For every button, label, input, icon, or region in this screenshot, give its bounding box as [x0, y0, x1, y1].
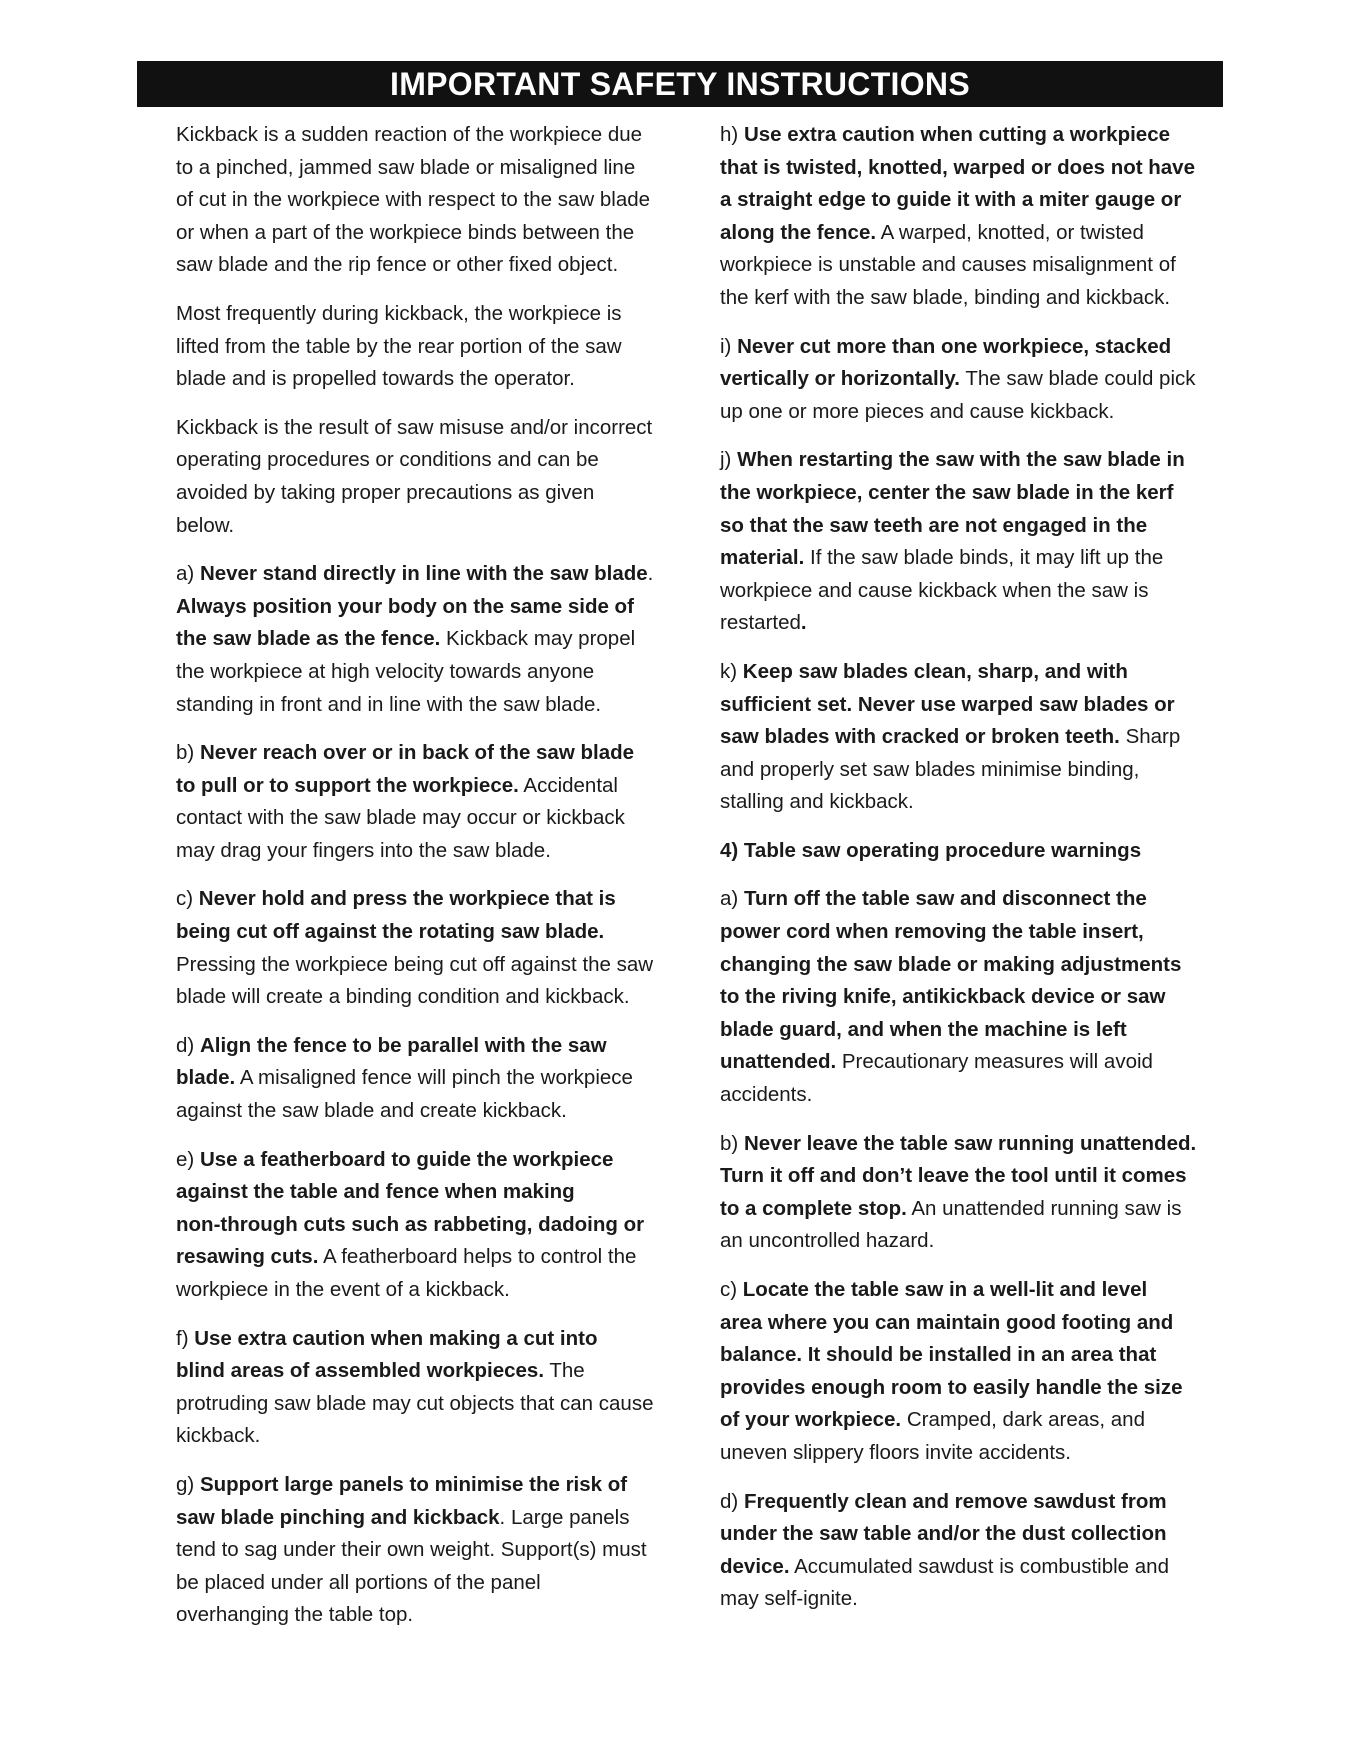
text-run: k) [720, 659, 743, 683]
text-line [176, 217, 676, 250]
text-line [720, 1225, 1220, 1258]
text-line [720, 1014, 1220, 1047]
text-line [176, 331, 676, 364]
text-line [720, 1437, 1220, 1470]
bold-text-run: power cord when removing the table insert, [720, 920, 1144, 944]
text-line [176, 298, 676, 331]
text-line [176, 1176, 676, 1209]
text-line [720, 1193, 1220, 1226]
bold-text-run: against the table and fence when making [176, 1180, 575, 1204]
bold-text-run: Never cut more than one workpiece, stacked [737, 334, 1172, 358]
text-line [720, 217, 1220, 250]
bold-text-run: of your workpiece. [720, 1408, 902, 1432]
text-run: lifted from the table by the rear portion of the saw [176, 334, 622, 358]
text-run: A warped, knotted, or twisted [876, 220, 1144, 244]
text-line [720, 282, 1220, 315]
text-run: blade will create a binding condition and kickback. [176, 985, 630, 1009]
bold-text-run: so that the saw teeth are not engaged in the [720, 513, 1148, 537]
text-run: . [647, 562, 654, 586]
text-run: j) [720, 448, 738, 472]
text-line [720, 542, 1220, 575]
text-run: protruding saw blade may cut objects that can cause [176, 1391, 654, 1415]
text-run: A misaligned fence will pinch the workpiece [235, 1066, 633, 1090]
text-run: . Large panels [499, 1505, 630, 1529]
bold-text-run: balance. It should be installed in an area that [720, 1343, 1157, 1367]
bold-text-run: changing the saw blade or making adjustments [720, 952, 1182, 976]
text-line [720, 689, 1220, 722]
text-run: of cut in the workpiece with respect to the saw blade [176, 188, 651, 212]
text-line [720, 1486, 1220, 1519]
text-run: and properly set saw blades minimise binding, [720, 757, 1140, 781]
text-run: Cramped, dark areas, and [901, 1408, 1145, 1432]
text-line [720, 835, 1220, 868]
text-run: h) [720, 123, 744, 146]
bold-text-run: Turn it off and don’t leave the tool until it comes [720, 1164, 1187, 1188]
text-line [176, 1420, 676, 1453]
text-line [176, 363, 676, 396]
text-line [720, 444, 1220, 477]
text-line [720, 981, 1220, 1014]
text-line [720, 1046, 1220, 1079]
text-line [176, 689, 676, 722]
bold-text-run: blade. [176, 1066, 236, 1090]
bold-text-run: unattended. [720, 1050, 837, 1074]
text-line [720, 949, 1220, 982]
title-banner [137, 61, 1223, 107]
text-line [720, 477, 1220, 510]
text-run: If the saw blade binds, it may lift up the [804, 546, 1164, 570]
text-line [176, 1209, 676, 1242]
text-line [720, 1160, 1220, 1193]
paragraph-item-k [720, 656, 1220, 819]
text-run: workpiece in the event of a kickback. [176, 1278, 510, 1301]
text-line [176, 152, 676, 185]
bold-text-run: non-through cuts such as rabbeting, dadoing or [176, 1212, 645, 1236]
text-run: d) [176, 1033, 200, 1057]
text-line [720, 754, 1220, 787]
text-run: below. [176, 513, 235, 537]
text-line [720, 152, 1220, 185]
text-line [176, 1534, 676, 1567]
text-run: i) [720, 334, 738, 358]
text-line [720, 721, 1220, 754]
bold-text-run: resawing cuts. [176, 1245, 319, 1269]
paragraph-item-j [720, 444, 1220, 640]
bold-text-run: the saw blade as the fence. [176, 627, 441, 651]
paragraph-item-e [176, 1144, 676, 1307]
right-column [720, 119, 1220, 1632]
paragraph-item-h [720, 119, 1220, 315]
text-line [176, 477, 676, 510]
bold-text-run: Turn off the table saw and disconnect the [743, 887, 1147, 911]
bold-text-run: Never hold and press the workpiece that is [198, 887, 616, 911]
bold-text-run: sufficient set. Never use warped saw blades or [720, 692, 1175, 716]
text-run: against the saw blade and create kickback. [176, 1099, 567, 1123]
text-run: Kickback is a sudden reaction of the workpiece due [176, 123, 643, 146]
paragraph-item-4c [720, 1274, 1220, 1470]
text-run: Accidental [518, 773, 618, 797]
text-line [176, 1274, 676, 1307]
bold-text-run: device. [720, 1554, 790, 1578]
text-line [720, 184, 1220, 217]
bold-text-run: saw blades with cracked or broken teeth. [720, 725, 1120, 749]
text-run: contact with the saw blade may occur or kickback [176, 806, 625, 830]
text-run: Accumulated sawdust is combustible and [789, 1554, 1169, 1578]
text-run: or when a part of the workpiece binds between the [176, 220, 635, 244]
text-run: up one or more pieces and cause kickback. [720, 399, 1115, 423]
bold-text-run: Never stand directly in line with the saw blade [199, 562, 648, 586]
paragraph-intro-2 [176, 298, 676, 396]
text-line [720, 1404, 1220, 1437]
bold-text-run: Never reach over or in back of the saw blade [199, 741, 635, 765]
text-run: Pressing the workpiece being cut off against the saw [176, 952, 654, 976]
text-line [720, 396, 1220, 429]
text-line [720, 510, 1220, 543]
bold-text-run: Frequently clean and remove sawdust from [743, 1489, 1167, 1513]
bold-text-run: Never leave the table saw running unattended. [743, 1131, 1197, 1155]
text-run: d) [720, 1489, 744, 1513]
paragraph-intro-3 [176, 412, 676, 542]
bold-text-run: Always position your body on the same side of [176, 594, 634, 618]
text-line [176, 1599, 676, 1632]
text-line [176, 1323, 676, 1356]
text-run: Sharp [1119, 725, 1181, 749]
text-line [176, 184, 676, 217]
text-line [720, 883, 1220, 916]
text-line [176, 883, 676, 916]
text-line [720, 249, 1220, 282]
text-line [720, 607, 1220, 640]
text-line [176, 444, 676, 477]
text-run: may self-ignite. [720, 1587, 858, 1611]
text-run: Most frequently during kickback, the workpiece is [176, 301, 622, 325]
text-line [176, 1030, 676, 1063]
text-line [720, 1128, 1220, 1161]
text-run: f) [176, 1326, 195, 1350]
paragraph-item-4b [720, 1128, 1220, 1258]
bold-text-run: Locate the table saw in a well-lit and level [742, 1278, 1148, 1301]
text-line [720, 1307, 1220, 1340]
text-run: uneven slippery floors invite accidents. [720, 1440, 1071, 1464]
text-run: restarted [720, 611, 801, 635]
text-run: tend to sag under their own weight. Support(s) must [176, 1538, 647, 1562]
bold-text-run: to a complete stop. [720, 1196, 907, 1220]
text-line [176, 249, 676, 282]
text-run: a) [720, 887, 744, 911]
left-column [176, 119, 676, 1648]
bold-text-run: . [800, 611, 807, 635]
text-run: b) [720, 1131, 744, 1155]
text-line [176, 510, 676, 543]
text-run: may drag your fingers into the saw blade. [176, 838, 551, 862]
text-line [720, 575, 1220, 608]
text-run: c) [720, 1278, 743, 1301]
text-line [176, 1502, 676, 1535]
text-run: g) [176, 1472, 200, 1496]
paragraph-item-b [176, 737, 676, 867]
text-line [176, 1144, 676, 1177]
paragraph-item-i [720, 331, 1220, 429]
text-line [176, 802, 676, 835]
text-run: The [544, 1359, 585, 1383]
bold-text-run: under the saw table and/or the dust collection [720, 1522, 1167, 1546]
text-run: to a pinched, jammed saw blade or misaligned line [176, 155, 636, 179]
bold-text-run: to the riving knife, antikickback device or saw [720, 985, 1166, 1009]
text-line [720, 1551, 1220, 1584]
bold-text-run: being cut off against the rotating saw blade. [176, 920, 605, 944]
paragraph-item-4a [720, 883, 1220, 1111]
text-line [176, 1355, 676, 1388]
text-line [720, 1339, 1220, 1372]
text-line [720, 1079, 1220, 1112]
text-line [720, 1518, 1220, 1551]
page-title: IMPORTANT SAFETY INSTRUCTIONS [390, 66, 970, 102]
bold-text-run: saw blade pinching and kickback [176, 1505, 500, 1529]
text-line [176, 1469, 676, 1502]
text-run: operating procedures or conditions and can be [176, 448, 599, 472]
paragraph-item-d [176, 1030, 676, 1128]
text-line [176, 835, 676, 868]
text-run: b) [176, 741, 200, 765]
text-line [176, 916, 676, 949]
bold-text-run: a straight edge to guide it with a miter gauge or [720, 188, 1182, 212]
text-run: workpiece is unstable and causes misalignment of [720, 253, 1176, 277]
text-line [176, 1062, 676, 1095]
text-line [176, 1241, 676, 1274]
text-run: stalling and kickback. [720, 790, 914, 814]
text-run: workpiece and cause kickback when the saw is [720, 578, 1149, 602]
text-line [176, 949, 676, 982]
bold-text-run: Use a featherboard to guide the workpiece [199, 1147, 614, 1171]
text-run: e) [176, 1147, 200, 1171]
bold-text-run: When restarting the saw with the saw blade in [737, 448, 1185, 472]
text-line [720, 331, 1220, 364]
bold-text-run: to pull or to support the workpiece. [176, 773, 519, 797]
text-run: The saw blade could pick [960, 367, 1196, 391]
text-line [176, 1095, 676, 1128]
bold-text-run: Use extra caution when cutting a workpiece [743, 123, 1170, 146]
paragraph-intro-1 [176, 119, 676, 282]
text-line [176, 412, 676, 445]
bold-text-run: 4) Table saw operating procedure warnings [720, 838, 1142, 862]
bold-text-run: Use extra caution when making a cut into [194, 1326, 598, 1350]
text-line [720, 363, 1220, 396]
text-line [176, 737, 676, 770]
text-line [720, 916, 1220, 949]
text-line [176, 591, 676, 624]
bold-text-run: blade guard, and when the machine is left [720, 1017, 1127, 1041]
paragraph-item-f [176, 1323, 676, 1453]
paragraph-item-c [176, 883, 676, 1013]
bold-text-run: along the fence. [720, 220, 877, 244]
text-run: accidents. [720, 1083, 813, 1107]
text-line [176, 623, 676, 656]
bold-text-run: vertically or horizontally. [720, 367, 960, 391]
text-run: Precautionary measures will avoid [836, 1050, 1153, 1074]
bold-text-run: area where you can maintain good footing and [720, 1310, 1174, 1334]
bold-text-run: provides enough room to easily handle the size [720, 1375, 1183, 1399]
bold-text-run: Align the fence to be parallel with the saw [199, 1033, 607, 1057]
text-line [720, 119, 1220, 152]
text-line [176, 656, 676, 689]
paragraph-item-4d [720, 1486, 1220, 1616]
text-run: A featherboard helps to control the [318, 1245, 637, 1269]
text-line [176, 770, 676, 803]
text-line [176, 981, 676, 1014]
text-line [176, 558, 676, 591]
text-run: the workpiece at high velocity towards anyone [176, 659, 595, 683]
text-line [720, 1274, 1220, 1307]
bold-text-run: the workpiece, center the saw blade in the kerf [720, 480, 1174, 504]
text-run: the kerf with the saw blade, binding and kickback. [720, 285, 1171, 309]
text-line [720, 1583, 1220, 1616]
text-run: blade and is propelled towards the operator. [176, 367, 575, 391]
text-run: c) [176, 887, 199, 911]
text-run: be placed under all portions of the panel [176, 1570, 541, 1594]
bold-text-run: that is twisted, knotted, warped or does not have [720, 155, 1195, 179]
text-line [720, 1372, 1220, 1405]
paragraph-section-4 [720, 835, 1220, 868]
text-run: kickback. [176, 1424, 261, 1448]
text-line [176, 1388, 676, 1421]
paragraph-item-a [176, 558, 676, 721]
paragraph-item-g [176, 1469, 676, 1632]
text-run: An unattended running saw is [906, 1196, 1182, 1220]
bold-text-run: material. [720, 546, 805, 570]
text-run: an uncontrolled hazard. [720, 1229, 935, 1253]
text-run: saw blade and the rip fence or other fixed object. [176, 253, 619, 277]
text-run: standing in front and in line with the saw blade. [176, 692, 602, 716]
text-line [176, 119, 676, 152]
text-run: Kickback may propel [440, 627, 636, 651]
bold-text-run: Support large panels to minimise the risk of [199, 1472, 628, 1496]
text-run: Kickback is the result of saw misuse and/or incorrect [176, 415, 653, 439]
text-line [720, 656, 1220, 689]
bold-text-run: Keep saw blades clean, sharp, and with [742, 659, 1128, 683]
text-run: avoided by taking proper precautions as given [176, 480, 595, 504]
text-line [720, 786, 1220, 819]
text-run: overhanging the table top. [176, 1603, 414, 1627]
text-run: a) [176, 562, 200, 586]
text-line [176, 1567, 676, 1600]
bold-text-run: blind areas of assembled workpieces. [176, 1359, 545, 1383]
